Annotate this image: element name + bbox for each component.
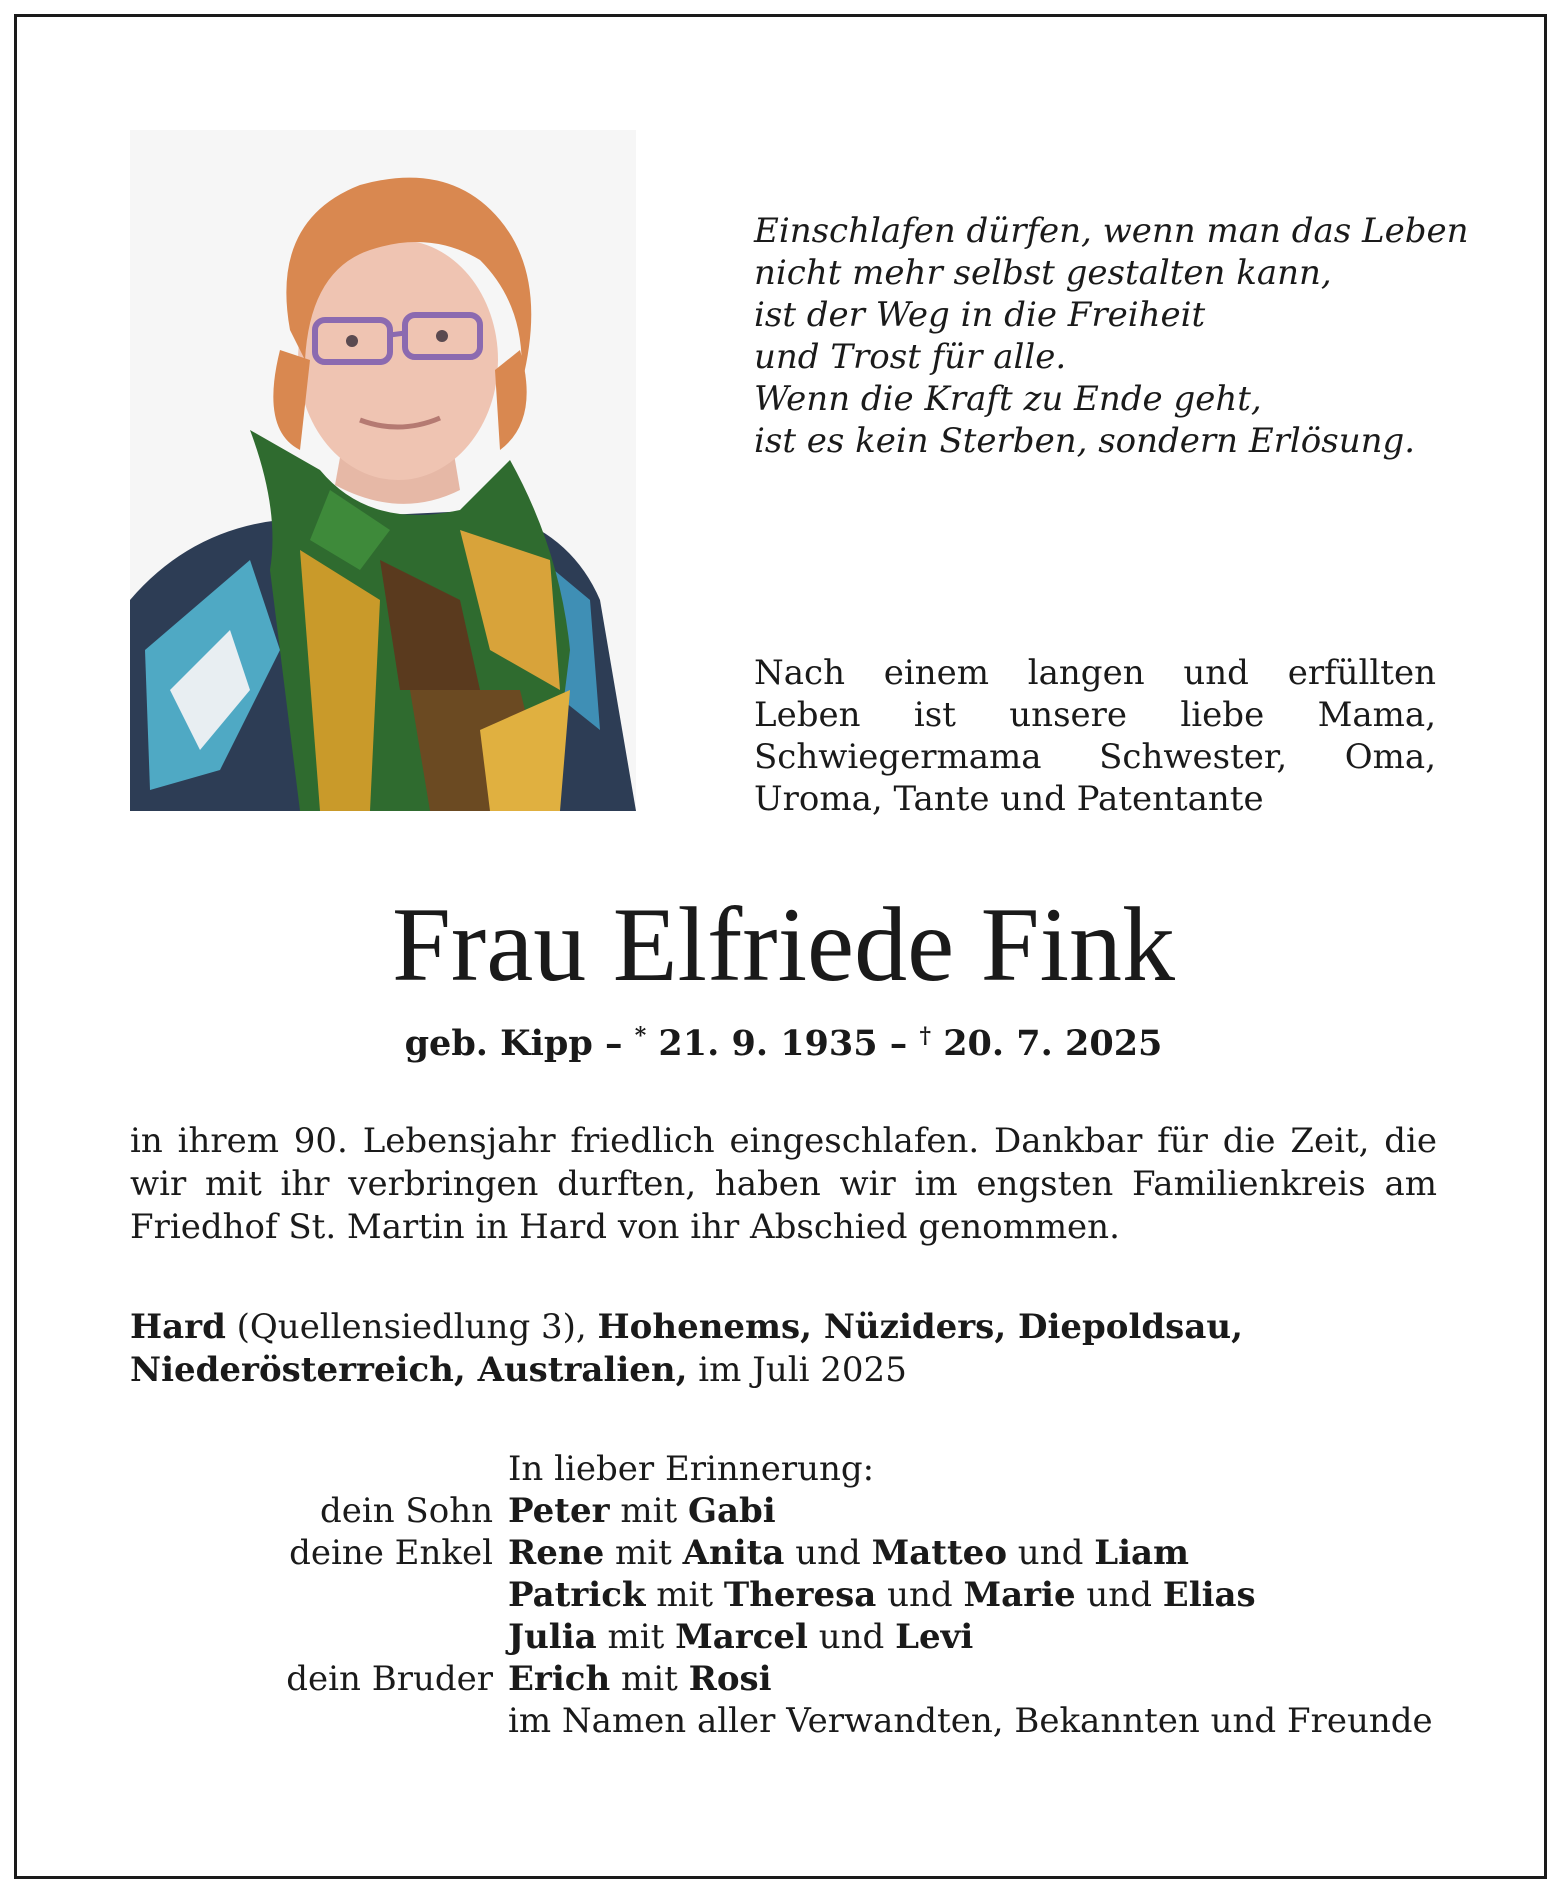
son-label: dein Sohn <box>319 1491 493 1531</box>
birth-date: 21. 9. 1935 – <box>658 1023 908 1064</box>
place-hard: Hard <box>130 1307 226 1347</box>
place-address: (Quellensiedlung 3), <box>225 1307 598 1347</box>
memory-heading: In lieber Erinnerung: <box>508 1449 875 1489</box>
places-line <box>130 1306 1460 1392</box>
life-dates <box>0 1012 1567 1068</box>
maiden-name: geb. Kipp – <box>404 1023 623 1064</box>
intro-text: Nach einem langen und erfüllten Leben ist unsere liebe Mama, Schwiegermama Schwester, Oma, Uroma, Tante und Patentante <box>754 653 1436 819</box>
memory-row-grandchildren-3: Julia mit Marcel und Levi <box>508 1617 974 1657</box>
memory-row-grandchildren-2: Patrick mit Theresa und Marie und Elias <box>508 1575 1256 1615</box>
death-cross-icon: † <box>919 1023 932 1049</box>
memory-row-son: dein Sohn Peter mit Gabi <box>130 1490 1460 1532</box>
poem-line: Wenn die Kraft zu Ende geht, <box>754 379 1262 419</box>
poem <box>754 210 1469 462</box>
deceased-name: Frau Elfriede Fink <box>391 886 1176 1003</box>
brother-label: dein Bruder <box>286 1659 493 1699</box>
poem-line: Einschlafen dürfen, wenn man das Leben <box>754 211 1469 251</box>
memory-block <box>130 1448 1460 1742</box>
memory-row-grandchildren-1: deine Enkel Rene mit Anita und Matteo und Liam <box>130 1532 1460 1574</box>
poem-line: nicht mehr selbst gestalten kann, <box>754 253 1332 293</box>
memory-row-closing <box>130 1700 1460 1742</box>
poem-line: ist der Weg in die Freiheit <box>754 295 1206 335</box>
places-line-2: Niederösterreich, Australien, <box>130 1350 688 1390</box>
poem-line: ist es kein Sterben, sondern Erlösung. <box>754 421 1416 461</box>
grandchildren-label: deine Enkel <box>289 1533 493 1573</box>
place-date: im Juli 2025 <box>687 1350 907 1390</box>
closing-text: im Namen aller Verwandten, Bekannten und Freunde <box>508 1701 1433 1741</box>
portrait-photo-icon <box>130 130 636 811</box>
birth-star-icon: * <box>634 1023 647 1049</box>
death-date: 20. 7. 2025 <box>943 1023 1163 1064</box>
memory-row-brother: dein Bruder Erich mit Rosi <box>130 1658 1460 1700</box>
places-line-1: Hohenems, Nüziders, Diepoldsau, <box>597 1307 1243 1347</box>
portrait-photo <box>130 130 636 811</box>
body-text: in ihrem 90. Lebensjahr friedlich eingeschlafen. Dankbar für die Zeit, die wir mit ihr verbringen durften, haben wir im engsten Familienkreis am Friedhof St. Martin in Hard von ihr Abschied genommen. <box>130 1121 1437 1247</box>
poem-line: und Trost für alle. <box>754 337 1067 377</box>
memory-heading-row <box>130 1448 1460 1490</box>
